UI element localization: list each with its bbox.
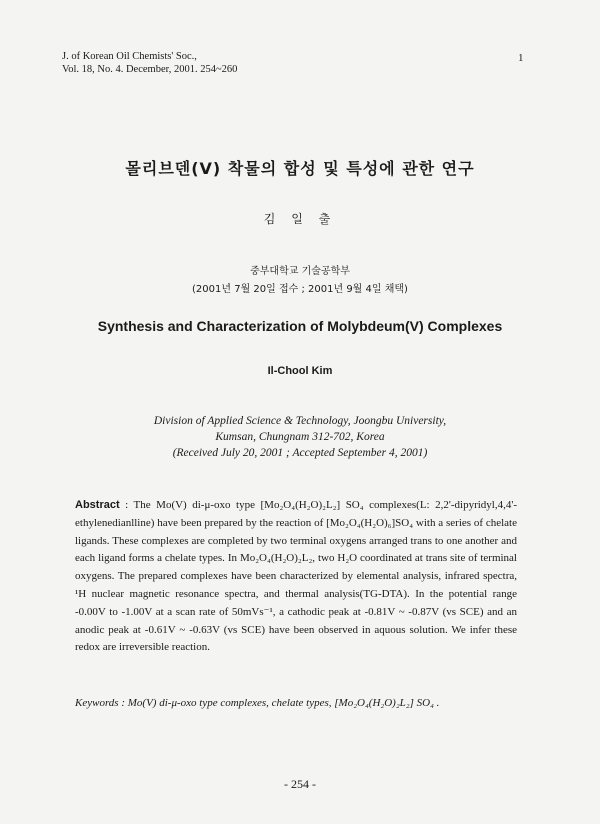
korean-title: 몰리브덴(V) 착물의 합성 및 특성에 관한 연구	[125, 159, 475, 178]
english-author: Il-Chool Kim	[267, 365, 333, 377]
keywords-label: Keywords :	[75, 697, 126, 709]
korean-dates: (2001년 7월 20일 접수 ; 2001년 9월 4일 채택)	[192, 284, 408, 295]
keywords	[75, 697, 517, 709]
journal-line-1: J. of Korean Oil Chemists' Soc.,	[62, 51, 197, 62]
english-title: Synthesis and Characterization of Molybdeum(V) Complexes	[97, 318, 503, 334]
korean-affiliation: 중부대학교 기술공학부	[250, 266, 350, 277]
keywords-text: Mo(V) di-μ-oxo type complexes, chelate types, [Mo₂O₄(H₂O)₂L₂] SO₄ .	[125, 697, 440, 709]
top-page-number: 1	[518, 52, 524, 64]
abstract-text: : The Mo(V) di-μ-oxo type [Mo₂O₄(H₂O)₂L₂] SO₄ complexes(L: 2,2'-dipyridyl,4,4'-ethylenedianlline) have been prepared by the reaction of [Mo₂O₄(H₂O)₆]SO₄ with a series of chelate ligands. These complexes are completed by two terminal oxygens arranged trans to one another and each ligand forms a chelate types. In Mo₂O₄(H₂O)₂L₂, two H₂O coordinated at trans site of terminal oxygens. The prepared complexes have been characterized by elemental analysis, infrared spectra, ¹H nuclear magnetic resonance spectra, and thermal analysis(TG-DTA). In the potential range -0.00V to -1.00V at a scan rate of 50mVs⁻¹, a cathodic peak at -0.81V ~ -0.87V (vs SCE) and an anodic peak at -0.61V ~ -0.63V (vs SCE) have been observed in aquous solution. We infer these redox are irreversible reaction.	[75, 499, 517, 654]
english-affiliation	[0, 413, 600, 461]
affiliation-line-2: Kumsan, Chungnam 312-702, Korea	[215, 431, 385, 443]
affiliation-line-3: (Received July 20, 2001 ; Accepted September 4, 2001)	[172, 447, 428, 459]
journal-citation	[62, 50, 237, 76]
abstract-label: Abstract	[75, 499, 120, 511]
footer-page-number: - 254 -	[284, 777, 316, 791]
affiliation-line-1: Division of Applied Science & Technology, Joongbu University,	[153, 415, 447, 427]
korean-author: 김 일 출	[263, 212, 337, 226]
abstract	[75, 497, 517, 657]
journal-line-2: Vol. 18, No. 4. December, 2001. 254~260	[62, 64, 238, 75]
